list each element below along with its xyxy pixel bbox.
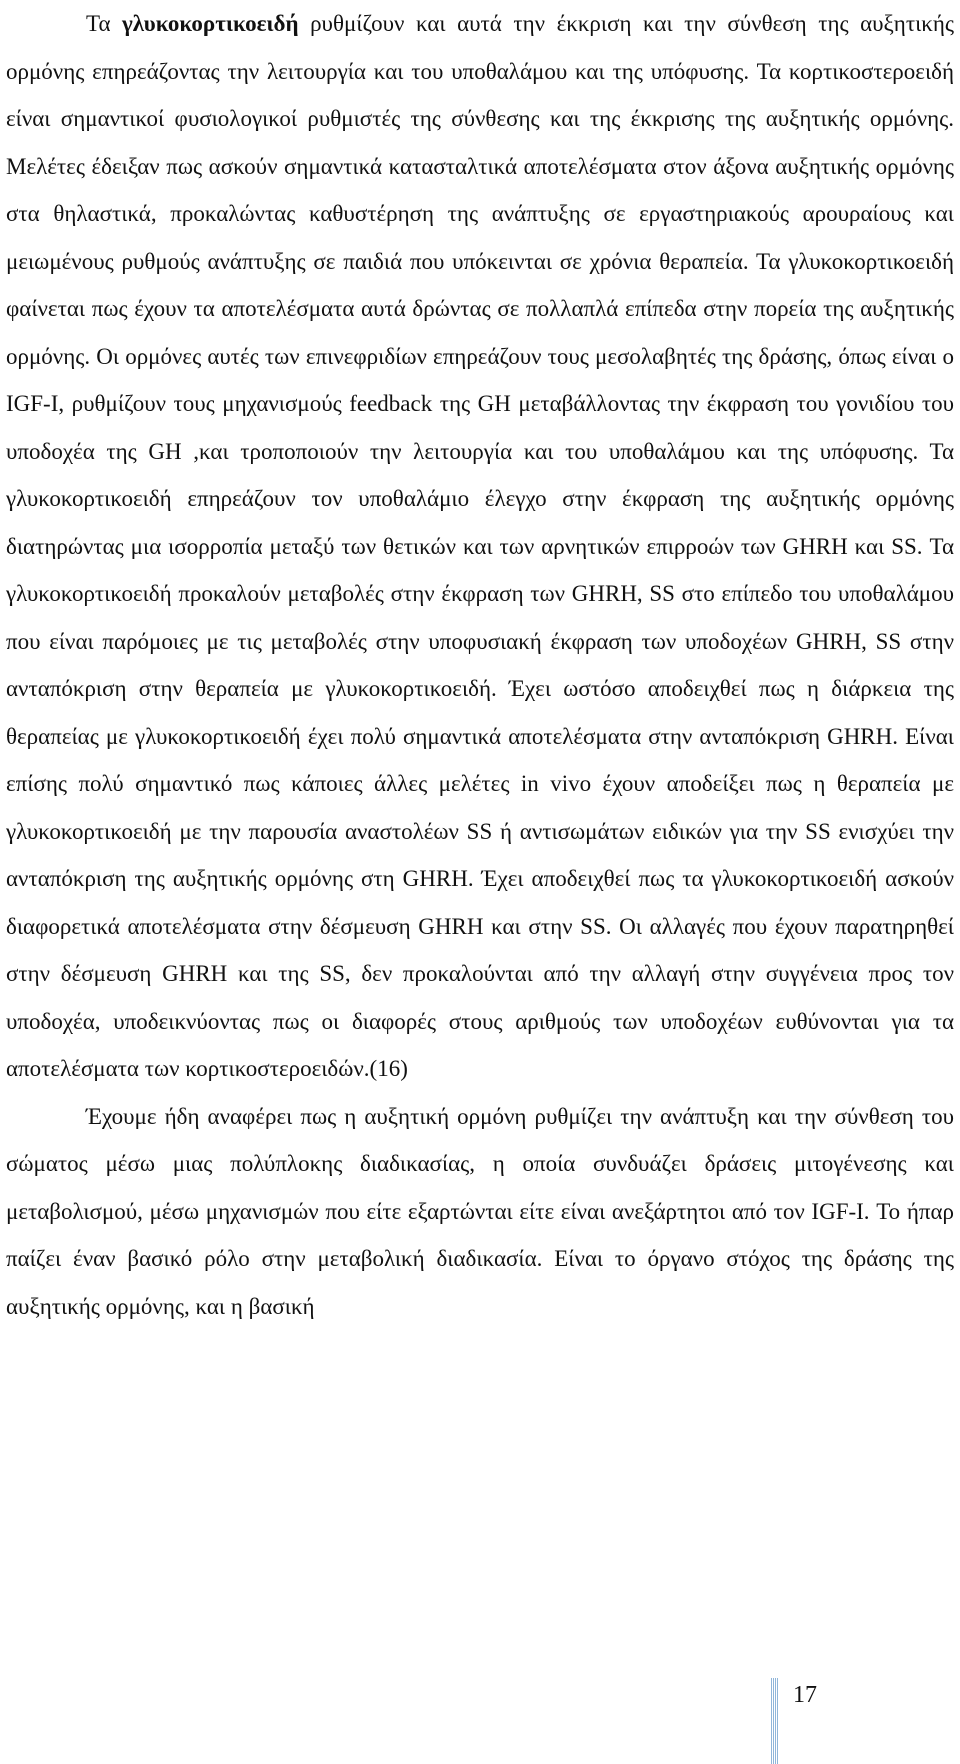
paragraph-2: Έχουμε ήδη αναφέρει πως η αυξητική ορμόνη ρυθμίζει την ανάπτυξη και την σύνθεση του σώματος μέσω μιας πολύπλοκης διαδικασίας, η οποία συνδυάζει δράσεις μιτογένεσης και μεταβολισμού, μέσω μηχανισμών που είτε εξαρτώνται είτε είναι ανεξάρτητοι από τον IGF-I. Το ήπαρ παίζει έναν βασικό ρόλο στην μεταβολική διαδικασία. Είναι το όργανο στόχος της δράσης της αυξητικής ορμόνης, και η βασική [6,1103,954,1319]
page-number: 17 [793,1682,817,1708]
body-text [6,0,954,1330]
bold-term: γλυκοκορτικοειδή [122,11,299,36]
document-page [6,0,954,1764]
paragraph-1-lead: Τα [86,11,123,36]
page-footer [771,1678,831,1764]
paragraph-1-text: ρυθμίζουν και αυτά την έκκριση και την σύνθεση της αυξητικής ορμόνης επηρεάζοντας την λειτουργία και του υποθαλάμου και της υπόφυσης. Τα κορτικοστεροειδή είναι σημαντικοί φυσιολογικοί ρυθμιστές της σύνθεσης και της έκκρισης της αυξητικής ορμόνης. Μελέτες έδειξαν πως ασκούν σημαντικά κατασταλτικά αποτελέσματα στον άξονα αυξητικής ορμόνης στα θηλαστικά, προκαλώντας καθυστέρηση της ανάπτυξης σε εργαστηριακούς αρουραίους και μειωμένους ρυθμούς ανάπτυξης σε παιδιά που υπόκεινται σε χρόνια θεραπεία. Τα γλυκοκορτικοειδή φαίνεται πως έχουν τα αποτελέσματα αυτά δρώντας σε πολλαπλά επίπεδα στην πορεία της αυξητικής ορμόνης. Οι ορμόνες αυτές των επινεφριδίων επηρεάζουν τους μεσολαβητές της δράσης, όπως είναι ο IGF-I, ρυθμίζουν τους μηχανισμούς feedback της GH μεταβάλλοντας την έκφραση του γονιδίου του υποδοχέα της GH ,και τροποποιούν την λειτουργία και του υποθαλάμου και της υπόφυσης. Τα γλυκοκορτικοειδή επηρεάζουν τον υποθαλάμιο έλεγχο στην έκφραση της αυξητικής ορμόνης διατηρώντας μια ισορροπία μεταξύ των θετικών και των αρνητικών επιρροών των GHRH και SS. Τα γλυκοκορτικοειδή προκαλούν μεταβολές στην έκφραση των GHRH, SS στο επίπεδο του υποθαλάμου που είναι παρόμοιες με τις μεταβολές στην υποφυσιακή έκφραση των υποδοχέων GHRH, SS στην ανταπόκριση στην θεραπεία με γλυκοκορτικοειδή. Έχει ωστόσο αποδειχθεί πως η διάρκεια της θεραπείας με γλυκοκορτικοειδή έχει πολύ σημαντικά αποτελέσματα στην ανταπόκριση GHRH. Είναι επίσης πολύ σημαντικό πως κάποιες άλλες μελέτες in vivo έχουν αποδείξει πως η θεραπεία με γλυκοκορτικοειδή με την παρουσία αναστολέων SS ή αντισωμάτων ειδικών για την SS ενισχύει την ανταπόκριση της αυξητικής ορμόνης στη GHRH. Έχει αποδειχθεί πως τα γλυκοκορτικοειδή ασκούν διαφορετικά αποτελέσματα στην δέσμευση GHRH και στην SS. Οι αλλαγές που έχουν παρατηρηθεί στην δέσμευση GHRH και της SS, δεν προκαλούνται από την αλλαγή στην συγγένεια προς τον υποδοχέα, υποδεικνύοντας πως οι διαφορές στους αριθμούς των υποδοχέων ευθύνονται για τα αποτελέσματα των κορτικοστεροειδών.(16) [6,11,954,1081]
page-number-rule [771,1678,778,1764]
paragraph-1 [6,0,954,1093]
